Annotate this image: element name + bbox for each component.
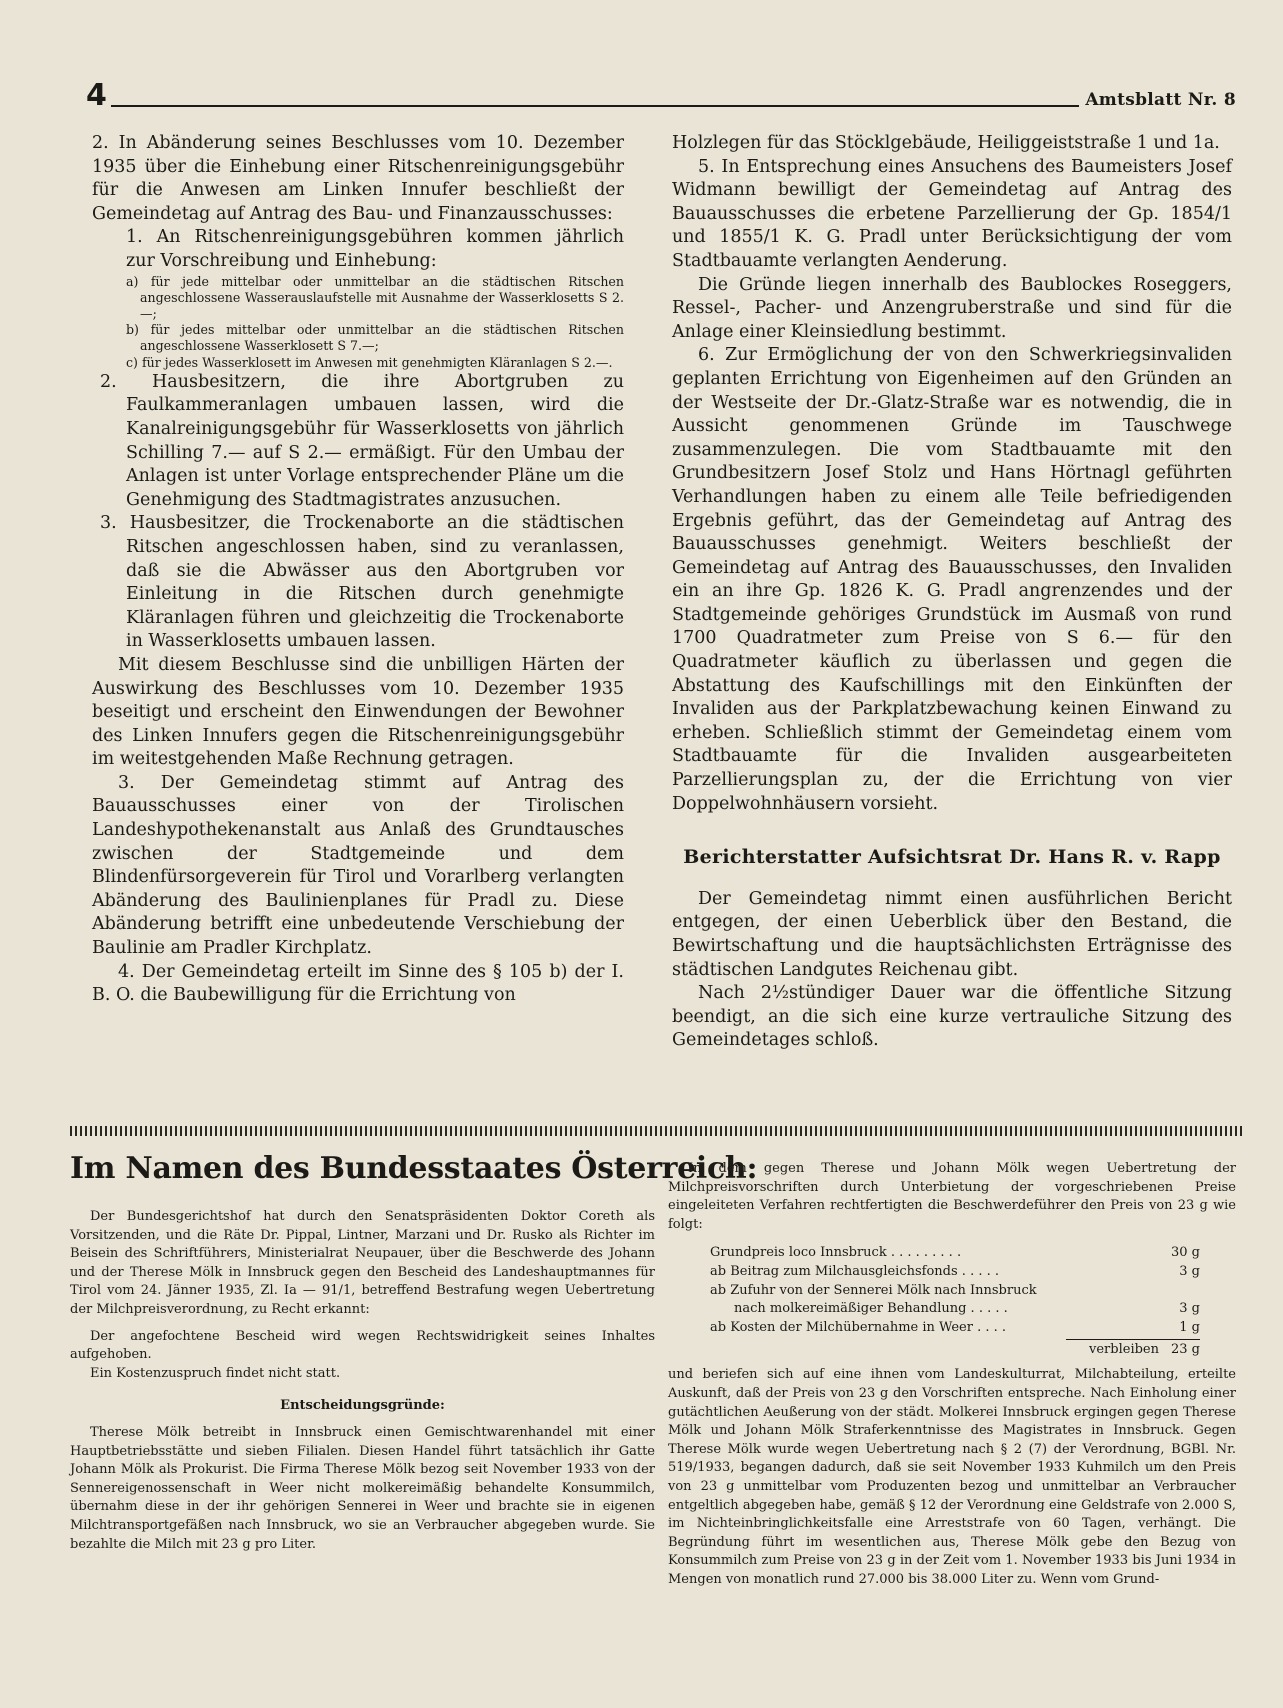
remaining-amount: 23 g bbox=[1171, 1342, 1200, 1358]
price-row bbox=[710, 1282, 1200, 1301]
resolution-2-item-1: 1. An Ritschenreinigungsgebühren kommen jährlich zur Vorschreibung und Einhebung: bbox=[126, 227, 624, 271]
resolution-2-conclusion: Mit diesem Beschlusse sind die unbilligen Härten der Auswirkung des Beschlusses vom 10. Dezember 1935 beseitigt und erscheint den Einwendungen der Bewohner des Linken Innufers gegen die Ritschenreinigungsgebühr im weitestgehenden Maße Rechnung getragen. bbox=[92, 654, 624, 770]
bottom-right-column bbox=[668, 1160, 1236, 1700]
price-remaining bbox=[710, 1340, 1200, 1360]
masthead: Amtsblatt Nr. 8 bbox=[1085, 90, 1236, 110]
resolution-2-intro: 2. In Abänderung seines Beschlusses vom 10. Dezember 1935 über die Einhebung einer Ritschenreinigungsgebühr für die Anwesen am Linken Innufer beschließt der Gemeindetag auf Antrag des Bau- und Finanzausschusses: bbox=[92, 133, 624, 224]
price-row bbox=[710, 1319, 1200, 1338]
resolution-6: 6. Zur Ermöglichung der von den Schwerkriegsinvaliden geplanten Errichtung von Eigenheimen auf den Gründen an der Westseite der Dr.-Glatz-Straße war es notwendig, die in Aussicht genommenen Gründe im Tauschwege zusammenzulegen. Die vom Stadtbauamte mit den Grundbesitzern Josef Stolz und Hans Hörtnagl geführten Verhandlungen haben zu einem alle Teile befriedigenden Ergebnis geführt, das der Gemeindetag auf Antrag des Bauausschusses genehmigt. Weiters beschließt der Gemeindetag auf Antrag des Bauausschusses, den Invaliden ein an ihre Gp. 1826 K. G. Pradl angrenzendes und der Stadtgemeinde gehöriges Grundstück im Ausmaß von rund 1700 Quadratmeter zum Preise von S 6.— für den Quadratmeter käuflich zu überlassen und gegen die Abstattung des Kaufschillings mit den Einkünften der Invaliden aus der Parkplatzbewachung keinen Einwand zu erheben. Schließlich stimmt der Gemeindetag einem vom Stadtbauamte für die Invaliden ausgearbeiteten Parzellierungsplan zu, der die Errichtung von vier Doppelwohnhäusern vorsieht. bbox=[672, 345, 1232, 814]
ruling-1: Der angefochtene Bescheid wird wegen Rechtswidrigkeit seines Inhaltes aufgehoben. bbox=[70, 1328, 655, 1363]
resolution-5: 5. In Entsprechung eines Ansuchens des Baumeisters Josef Widmann bewilligt der Gemeindetag auf Antrag des Bauausschusses die erbetene Parzellierung der Gp. 1854/1 und 1855/1 K. G. Pradl unter Berücksichtigung der vom Stadtbauamte verlangten Aenderung. bbox=[672, 156, 1232, 271]
price-label: ab Kosten der Milchübernahme in Weer . . . . bbox=[710, 1319, 1007, 1335]
resolution-4-continued: Holzlegen für das Stöcklgebäude, Heiliggeiststraße 1 und 1a. bbox=[672, 133, 1220, 153]
bottom-left-column bbox=[70, 1148, 758, 1700]
price-label: ab Beitrag zum Milchausgleichsfonds . . . . . bbox=[710, 1263, 999, 1279]
resolution-2-item-1a: a) für jede mittelbar oder unmittelbar an die städtischen Ritschen angeschlossene Wasserauslaufstelle mit Ausnahme der Wasserklosetts S 2.—; bbox=[126, 273, 624, 321]
reichenau-report: Der Gemeindetag nimmt einen ausführlichen Bericht entgegen, der einen Ueberblick über den Bestand, die Bewirtschaftung und die hauptsächlichsten Erträgnisse des städtischen Landgutes Reichenau gibt. bbox=[672, 888, 1232, 980]
price-amount bbox=[1140, 1282, 1200, 1301]
price-label: ab Zufuhr von der Sennerei Mölk nach Innsbruck bbox=[710, 1282, 1037, 1298]
top-right-column bbox=[672, 132, 1232, 1112]
price-table bbox=[710, 1244, 1200, 1360]
section-divider bbox=[70, 1126, 1242, 1136]
price-amount: 3 g bbox=[1179, 1301, 1200, 1317]
resolution-3: 3. Der Gemeindetag stimmt auf Antrag des Bauausschusses einer von der Tirolischen Landeshypothekenanstalt aus Anlaß des Grundtausches zwischen der Stadtgemeinde und dem Blindenfürsorgeverein für Tirol und Vorarlberg verlangten Abänderung des Baulinienplanes für Pradl zu. Diese Abänderung betrifft eine unbedeutende Verschiebung der Baulinie am Pradler Kirchplatz. bbox=[92, 772, 624, 959]
resolution-4: 4. Der Gemeindetag erteilt im Sinne des § 105 b) der I. B. O. die Baubewilligung für die Errichtung von bbox=[92, 961, 624, 1006]
ruling-2: Ein Kostenzuspruch findet nicht statt. bbox=[90, 1365, 341, 1381]
price-row bbox=[710, 1263, 1200, 1282]
resolution-2-item-2: 2. Hausbesitzern, die ihre Abortgruben zu Faulkammeranlagen umbauen lassen, wird die Kanalreinigungsgebühr für Wasserklosetts von jährlich Schilling 7.— auf S 2.— ermäßigt. Für den Umbau der Anlagen ist unter Vorlage entsprechender Pläne um die Genehmigung des Stadtmagistrates anzusuchen. bbox=[100, 371, 624, 510]
reasons-heading: Entscheidungsgründe: bbox=[280, 1398, 445, 1414]
price-row bbox=[710, 1244, 1200, 1263]
price-amount: 3 g bbox=[1179, 1263, 1200, 1279]
price-amount: 30 g bbox=[1171, 1245, 1200, 1261]
remaining-label: verbleiben bbox=[1089, 1342, 1159, 1358]
proceedings-body: und beriefen sich auf eine ihnen vom Landeskulturrat, Milchabteilung, erteilte Auskunft, daß der Preis von 23 g den Vorschriften entspreche. Nach Einholung einer gutächtlichen Aeußerung von der städt. Molkerei Innsbruck ergingen gegen Therese Mölk und Johann Mölk Straferkenntnisse des Magistrates in Innsbruck. Gegen Therese Mölk wurde wegen Uebertretung nach § 2 (7) der Verordnung, BGBl. Nr. 519/1933, begangen dadurch, daß sie seit November 1933 Kuhmilch um den Preis von 23 g unmittelbar vom Produzenten bezog und unmittelbar an Verbraucher entgeltlich abgegeben habe, gemäß § 12 der Verordnung eine Geldstrafe von 2.000 S, im Nichteinbringlichkeitsfalle eine Arreststrafe von 60 Tagen, verhängt. Die Begründung führt im wesentlichen aus, Therese Mölk gebe den Bezug von Konsummilch zum Preise von 23 g in der Zeit vom 1. November 1933 bis Juni 1934 in Mengen von monatlich rund 27.000 bis 38.000 Liter zu. Wenn vom Grund- bbox=[668, 1367, 1236, 1587]
section-title-rapp: Berichterstatter Aufsichtsrat Dr. Hans R. v. Rapp bbox=[683, 846, 1221, 869]
resolution-5-details: Die Gründe liegen innerhalb des Baublockes Roseggers, Ressel-, Pacher- und Anzengruberstraße und sind für die Anlage einer Kleinsiedlung bestimmt. bbox=[672, 274, 1232, 342]
court-intro: Der Bundesgerichtshof hat durch den Senatspräsidenten Doktor Coreth als Vorsitzenden, und die Räte Dr. Pippal, Lintner, Marzani und Dr. Rusko als Richter im Beisein des Schriftführers, Ministerialrat Neupauer, über die Beschwerde des Johann und der Therese Mölk in Innsbruck gegen den Bescheid des Landeshauptmannes für Tirol vom 24. Jänner 1935, Zl. Ia — 91/1, betreffend Bestrafung wegen Uebertretung der Milchpreisverordnung, zu Recht erkannt: bbox=[70, 1209, 655, 1317]
price-label: nach molkereimäßiger Behandlung . . . . . bbox=[734, 1301, 1008, 1317]
top-left-column bbox=[92, 132, 624, 1112]
price-amount: 1 g bbox=[1179, 1319, 1200, 1335]
page-number: 4 bbox=[86, 78, 107, 113]
resolution-2-item-1c: c) für jedes Wasserklosett im Anwesen mit genehmigten Kläranlagen S 2.—. bbox=[126, 354, 613, 370]
resolution-2-item-1b: b) für jedes mittelbar oder unmittelbar an die städtischen Ritschen angeschlossene Wasserklosett S 7.—; bbox=[126, 322, 624, 354]
proceedings-intro: In dem gegen Therese und Johann Mölk wegen Uebertretung der Milchpreisvorschriften durch Unterbietung der vorgeschriebenen Preise eingeleiteten Verfahren rechtfertigten die Beschwerdeführer den Preis von 23 g wie folgt: bbox=[668, 1161, 1236, 1232]
price-label: Grundpreis loco Innsbruck . . . . . . . . . bbox=[710, 1245, 962, 1261]
decision-title: Im Namen des Bundesstaates Österreich: bbox=[70, 1151, 758, 1186]
reasons-text: Therese Mölk betreibt in Innsbruck einen Gemischtwarenhandel mit einer Hauptbetriebsstätte und sieben Filialen. Diesen Handel führt tatsächlich ihr Gatte Johann Mölk als Prokurist. Die Firma Therese Mölk bezog seit November 1933 von der Sennereigenossenschaft in Weer nicht molkereimäßig behandelte Konsummilch, übernahm diese in der ihr gehörigen Sennerei in Weer und brachte sie in eigenen Milchtransportgefäßen nach Innsbruck, wo sie an Verbraucher abgegeben wurde. Sie bezahlte die Milch mit 23 g pro Liter. bbox=[70, 1424, 655, 1552]
resolution-2-item-3: 3. Hausbesitzer, die Trockenaborte an die städtischen Ritschen angeschlossen haben, sind zu veranlassen, daß sie die Abwässer aus den Abortgruben vor Einleitung in die Ritschen durch genehmigte Kläranlagen führen und gleichzeitig die Trockenaborte in Wasserklosetts umbauen lassen. bbox=[100, 513, 624, 652]
session-closing: Nach 2½stündiger Dauer war die öffentliche Sitzung beendigt, an die sich eine kurze vertrauliche Sitzung des Gemeindetages schloß. bbox=[672, 983, 1232, 1051]
price-row bbox=[710, 1300, 1200, 1319]
page-header bbox=[86, 78, 1236, 113]
header-rule bbox=[111, 105, 1079, 107]
